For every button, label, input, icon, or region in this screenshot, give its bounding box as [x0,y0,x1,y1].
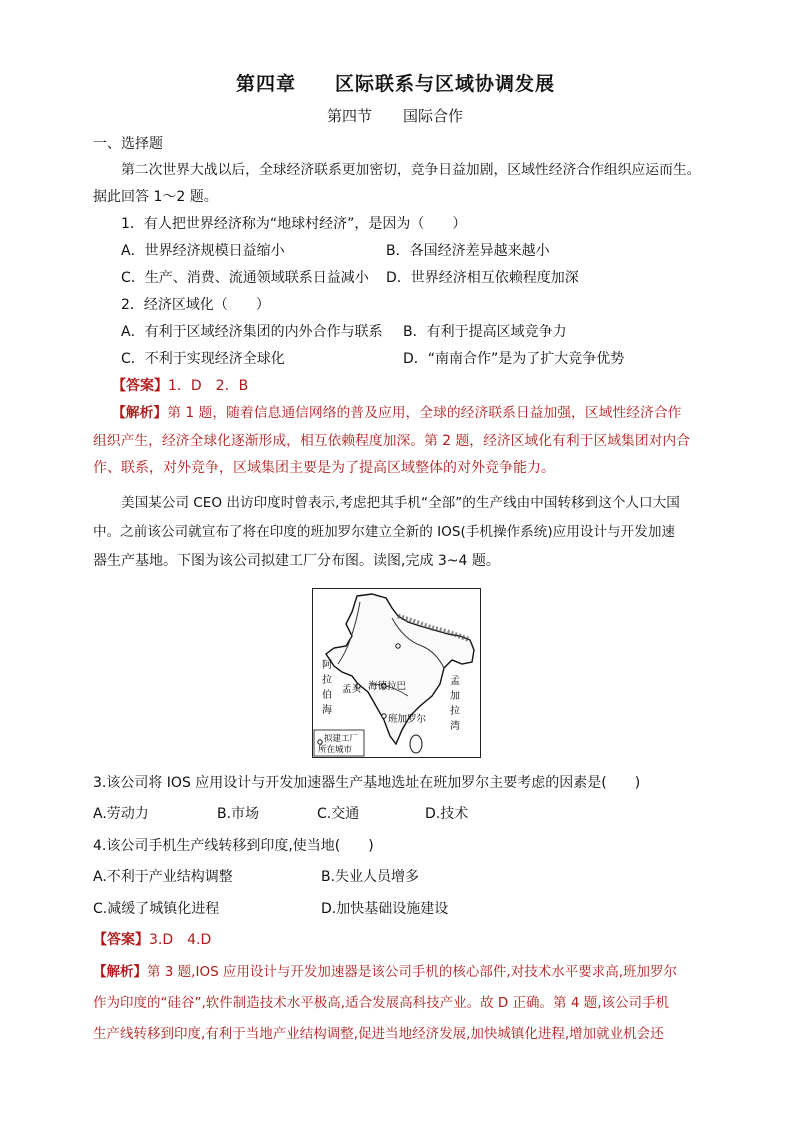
chapter-title: 区际联系与区域协调发展 [335,73,556,95]
sea-right-4: 湾 [450,721,460,732]
section-title: 国际合作 [403,107,464,125]
sea-right-3: 拉 [450,706,460,717]
label-bangalore: 班加罗尔 [388,714,427,725]
chapter-number: 第四章 [236,73,297,95]
group1-analysis-line1 [112,403,681,423]
legend-line1: 拟建工厂 [324,734,359,744]
section-number: 第四节 [327,107,373,125]
group1-intro-line2: 据此回答 1～2 题。 [93,189,218,205]
q2-stem: 2．经济区域化（ ） [121,297,270,313]
city-marker-delhi [396,644,400,648]
group2-intro-line1: 美国某公司 CEO 出访印度时曾表示,考虑把其手机“全部”的生产线由中国转移到这个人口大国 [121,495,680,511]
q2-option-a: A．有利于区域经济集团的内外合作与联系 [121,324,383,340]
city-marker-bangalore [382,714,386,718]
group1-intro-line1: 第二次世界大战以后，全球经济联系更加密切，竞争日益加剧，区域性经济合作组织应运而生。 [121,162,701,178]
q3-option-a: A.劳动力 [93,806,149,822]
label-hyderabad: 海德拉巴 [368,681,407,692]
label-mumbai: 孟买 [342,684,362,695]
group1-analysis-line2: 组织产生，经济全球化逐渐形成，相互依赖程度加深。第 2 题，经济区域化有利于区域集团对内合 [93,433,691,449]
analysis-text: 第 3 题,IOS 应用设计与开发加速器是该公司手机的核心部件,对技术水平要求高,班加罗尔 [147,964,678,980]
sea-left-1: 阿 [322,660,332,671]
group1-analysis-line3: 作、联系，对外竞争，区域集团主要是为了提高区域整体的对外竞争能力。 [93,460,555,476]
group2-answer [93,930,211,950]
legend-line2: 所在城市 [318,745,353,755]
answer-label: 【答案】 [93,932,149,948]
analysis-text: 第 1 题，随着信息通信网络的普及应用，全球的经济联系日益加强，区域性经济合作 [167,405,682,421]
q3-option-b: B.市场 [217,806,260,822]
analysis-label: 【解析】 [93,964,147,980]
group2-analysis-line2: 作为印度的“硅谷”,软件制造技术水平极高,适合发展高科技产业。故 D 正确。第 4 题,该公司手机 [93,995,670,1011]
q3-option-d: D.技术 [425,806,469,822]
group2-intro-line3: 器生产基地。下图为该公司拟建工厂分布图。读图,完成 3~4 题。 [93,553,500,569]
sea-left-2: 拉 [322,675,332,686]
group2-intro-line2: 中。之前该公司就宣布了将在印度的班加罗尔建立全新的 IOS(手机操作系统)应用设计与开发加速 [93,524,676,540]
answer-text: 3.D 4.D [149,932,212,948]
q4-option-d: D.加快基础设施建设 [321,901,449,917]
part-heading: 一、选择题 [93,136,163,152]
q1-option-c: C．生产、消费、流通领域联系日益减小 [121,270,369,286]
q4-option-c: C.减缓了城镇化进程 [93,901,220,917]
group2-analysis-line3: 生产线转移到印度,有利于当地产业结构调整,促进当地经济发展,加快城镇化进程,增加就业机会还 [93,1026,664,1042]
q3-stem: 3.该公司将 IOS 应用设计与开发加速器生产基地选址在班加罗尔主要考虑的因素是( ) [93,775,641,791]
sea-right-2: 加 [450,691,460,702]
answer-text: 1．D 2．B [168,378,249,394]
legend-marker [318,740,322,744]
analysis-label: 【解析】 [112,405,168,421]
group1-answer [112,376,248,396]
sea-left-3: 伯 [322,690,332,701]
q4-option-a: A.不利于产业结构调整 [93,869,233,885]
q4-option-b: B.失业人员增多 [321,869,420,885]
group2-analysis-line1 [93,962,677,982]
q4-stem: 4.该公司手机生产线转移到印度,使当地( ) [93,838,374,854]
q2-option-d: D．“南南合作”是为了扩大竞争优势 [403,351,625,367]
q2-option-b: B．有利于提高区域竞争力 [403,324,567,340]
sea-left-4: 海 [322,705,332,716]
q1-option-b: B．各国经济差异越来越小 [386,243,550,259]
q3-option-c: C.交通 [317,806,360,822]
india-factory-map [312,588,481,758]
sea-right-1: 孟 [450,676,460,687]
q1-option-a: A．世界经济规模日益缩小 [121,243,285,259]
sri-lanka-island [410,735,422,753]
q2-option-c: C．不利于实现经济全球化 [121,351,285,367]
answer-label: 【答案】 [112,378,168,394]
q1-option-d: D．世界经济相互依赖程度加深 [386,270,579,286]
q1-stem: 1．有人把世界经济称为“地球村经济”，是因为（ ） [121,216,467,232]
